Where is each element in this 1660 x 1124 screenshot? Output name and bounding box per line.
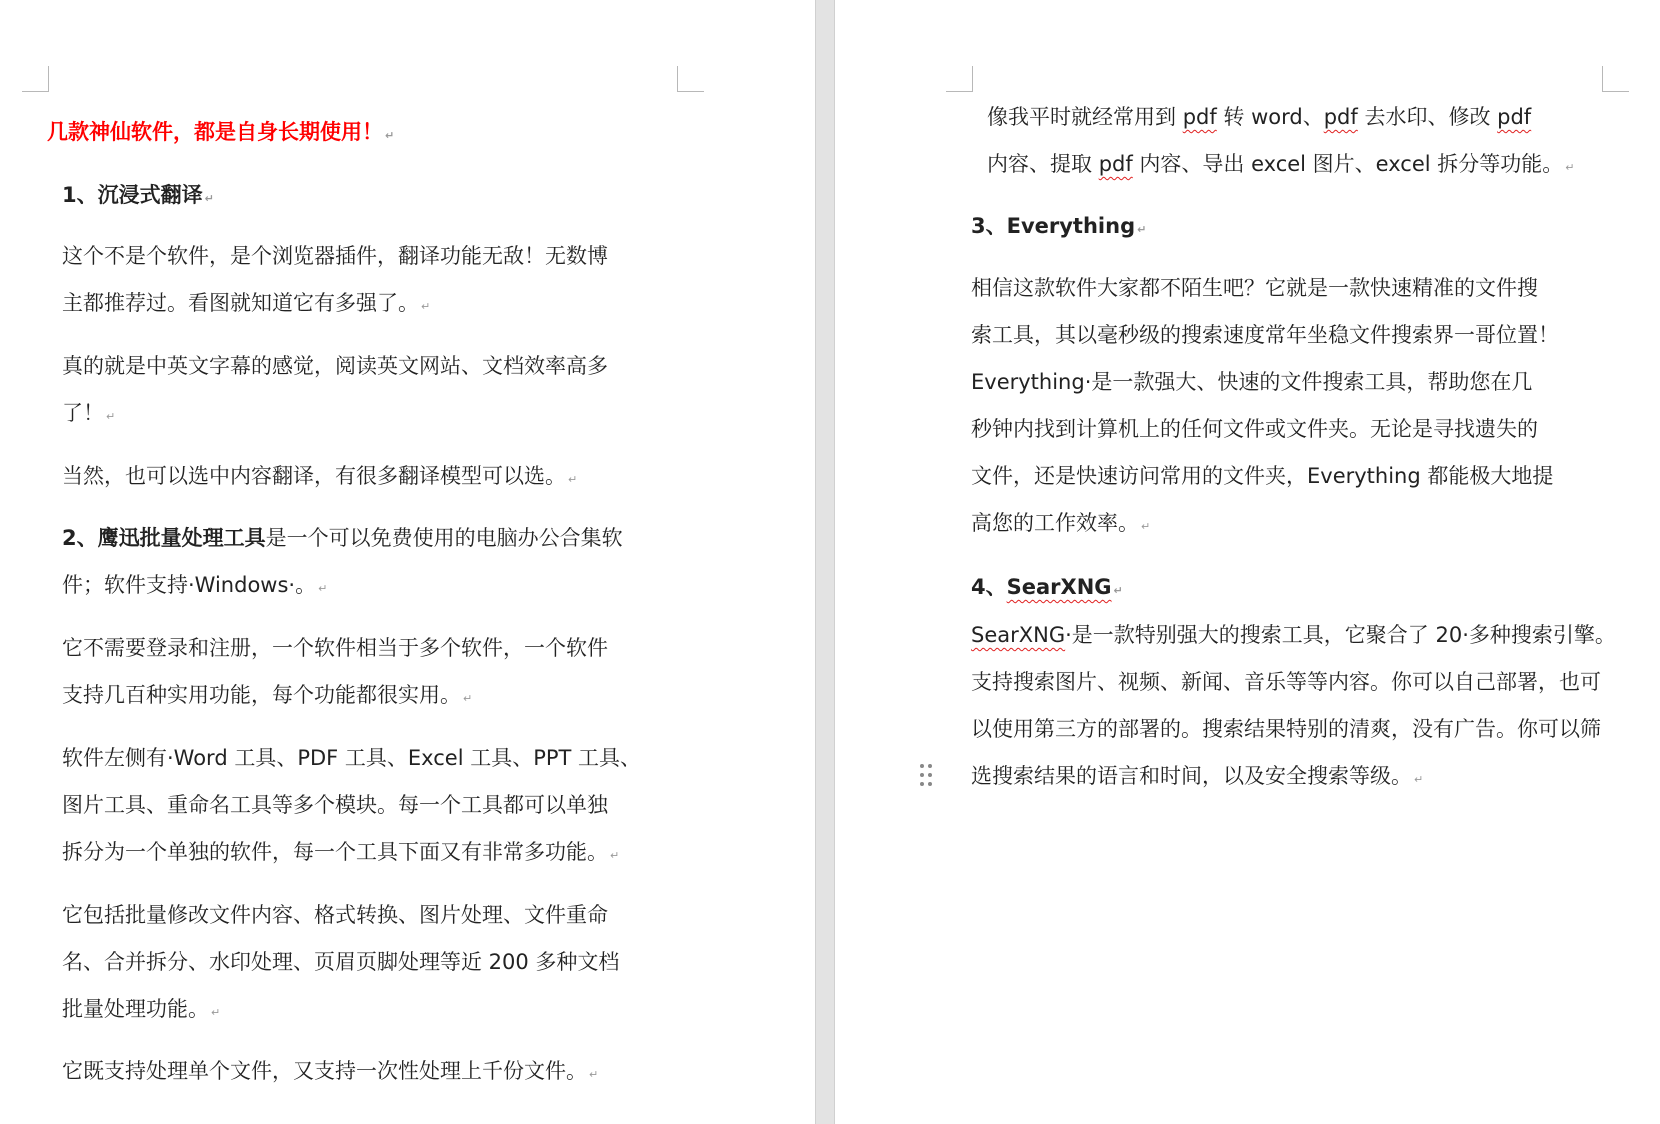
paragraph[interactable] [62, 453, 577, 503]
spellcheck-word: pdf [1098, 152, 1133, 176]
text-line: 文件，还是快速访问常用的文件夹，Everything 都能极大地提 [971, 464, 1554, 488]
page-gutter [815, 0, 835, 1124]
text-line: 真的就是中英文字幕的感觉，阅读英文网站、文档效率高多 [62, 354, 608, 378]
text-line: 支持搜索图片、视频、新闻、音乐等等内容。你可以自己部署，也可 [971, 670, 1601, 694]
text-line: 名、合并拆分、水印处理、页眉页脚处理等近 200 多种文档 [62, 950, 620, 974]
paragraph-mark: ↵ [211, 1006, 221, 1019]
paragraph[interactable] [62, 343, 608, 440]
paragraph-mark: ↵ [589, 1068, 599, 1081]
drag-handle-icon[interactable] [920, 764, 934, 788]
text-line: 软件左侧有·Word 工具、PDF 工具、Excel 工具、PPT 工具、 [62, 746, 642, 770]
paragraph-mark: ↵ [1141, 520, 1151, 533]
text-line: 是一个可以免费使用的电脑办公合集软 [265, 526, 623, 550]
spellcheck-word: pdf [1182, 105, 1217, 129]
paragraph-mark: ↵ [463, 692, 473, 705]
paragraph[interactable] [971, 612, 1616, 803]
document-title[interactable] [47, 109, 394, 159]
text-line: 选搜索结果的语言和时间，以及安全搜索等级。 [971, 764, 1412, 788]
margin-corner-mark [946, 66, 973, 92]
text-line: 索工具，其以毫秒级的搜索速度常年坐稳文件搜索界一哥位置！ [971, 323, 1559, 347]
paragraph[interactable] [62, 625, 608, 722]
spellcheck-word: pdf [1323, 105, 1358, 129]
paragraph-mark: ↵ [204, 192, 214, 205]
paragraph-mark: ↵ [1113, 584, 1123, 597]
paragraph-mark: ↵ [568, 473, 578, 486]
left-page [0, 0, 815, 1124]
heading-3[interactable] [971, 203, 1146, 253]
text-run: 内容、导出 excel 图片、excel 拆分等功能。 [1132, 152, 1564, 176]
paragraph-mark: ↵ [610, 849, 620, 862]
text-run: 去水印、修改 [1357, 105, 1498, 129]
text-line: 秒钟内找到计算机上的任何文件或文件夹。无论是寻找遗失的 [971, 417, 1538, 441]
paragraph-mark: ↵ [385, 129, 395, 142]
heading-1[interactable] [62, 172, 214, 222]
margin-corner-mark [677, 66, 704, 92]
heading-4[interactable] [971, 564, 1123, 614]
paragraph-mark: ↵ [106, 410, 116, 423]
right-page [835, 0, 1660, 1124]
heading-text: 1、沉浸式翻译 [62, 183, 203, 207]
text-line: 批量处理功能。 [62, 997, 209, 1021]
text-line: 图片工具、重命名工具等多个模块。每一个工具都可以单独 [62, 793, 608, 817]
text-line: 相信这款软件大家都不陌生吧？它就是一款快速精准的文件搜 [971, 276, 1538, 300]
paragraph-mark: ↵ [318, 582, 328, 595]
text-line: 以使用第三方的部署的。搜索结果特别的清爽，没有广告。你可以筛 [971, 717, 1601, 741]
text-line: 它不需要登录和注册，一个软件相当于多个软件，一个软件 [62, 636, 608, 660]
text-line: 主都推荐过。看图就知道它有多强了。 [62, 291, 419, 315]
text-line: 这个不是个软件，是个浏览器插件，翻译功能无敌！无数博 [62, 244, 608, 268]
paragraph[interactable] [62, 233, 608, 330]
paragraph[interactable] [62, 892, 619, 1036]
paragraph[interactable] [987, 94, 1575, 191]
text-line: 它包括批量修改文件内容、格式转换、图片处理、文件重命 [62, 903, 608, 927]
text-run: 转 word、 [1216, 105, 1324, 129]
text-line: 支持几百种实用功能，每个功能都很实用。 [62, 683, 461, 707]
paragraph-mark: ↵ [1414, 773, 1424, 786]
text-line: 高您的工作效率。 [971, 511, 1139, 535]
heading-text: 3、Everything [971, 214, 1136, 238]
text-line: 当然，也可以选中内容翻译，有很多翻译模型可以选。 [62, 464, 566, 488]
paragraph-mark: ↵ [1565, 161, 1575, 174]
paragraph-mark: ↵ [1137, 223, 1147, 236]
paragraph-mark: ↵ [421, 300, 431, 313]
heading-2: 2、鹰迅批量处理工具 [62, 526, 266, 550]
heading-number: 4、 [971, 575, 1007, 599]
paragraph[interactable] [62, 1048, 598, 1098]
margin-corner-mark [1602, 66, 1629, 92]
text-line: 它既支持处理单个文件，又支持一次性处理上千份文件。 [62, 1059, 587, 1083]
spellcheck-word: pdf [1497, 105, 1532, 129]
text-line: Everything·是一款强大、快速的文件搜索工具，帮助您在几 [971, 370, 1533, 394]
text-run: 像我平时就经常用到 [987, 105, 1183, 129]
text-line: 件；软件支持·Windows·。 [62, 573, 317, 597]
margin-corner-mark [22, 66, 49, 92]
text-line: 了！ [62, 401, 104, 425]
text-run: ·是一款特别强大的搜索工具，它聚合了 20·多种搜索引擎。 [1065, 623, 1616, 647]
spellcheck-word: SearXNG [1006, 575, 1112, 599]
paragraph[interactable] [62, 515, 623, 612]
paragraph[interactable] [62, 735, 641, 879]
spellcheck-word: SearXNG [971, 623, 1066, 647]
text-run: 内容、提取 [987, 152, 1099, 176]
title-text: 几款神仙软件，都是自身长期使用！ [47, 120, 383, 144]
paragraph[interactable] [971, 265, 1559, 550]
text-line: 拆分为一个单独的软件，每一个工具下面又有非常多功能。 [62, 840, 608, 864]
